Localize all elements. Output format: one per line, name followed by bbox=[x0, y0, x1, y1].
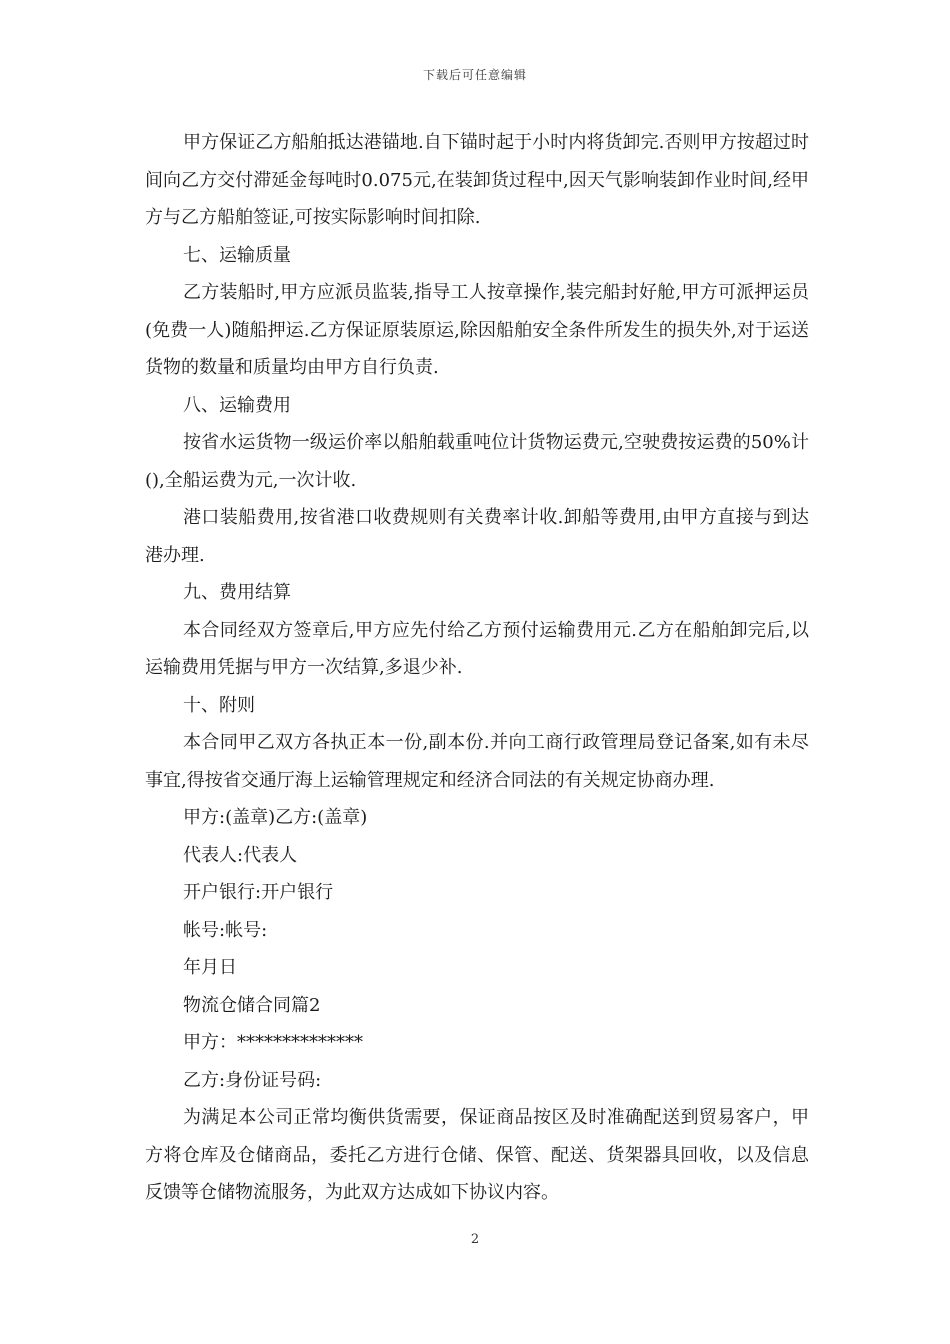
header-note: 下载后可任意编辑 bbox=[422, 68, 527, 82]
paragraph-transport-quality: 乙方装船时,甲方应派员监装,指导工人按章操作,装完船封好舱,甲方可派押运员(免费一人)随船押运.乙方保证原装原运,除因船舶安全条件所发生的损失外,对于运送货物的数量和质量均由甲方自行负责. bbox=[145, 282, 809, 378]
party-b-line: 乙方:身份证号码: bbox=[183, 1069, 322, 1091]
signature-line-banks: 开户银行:开户银行 bbox=[183, 882, 334, 903]
paragraph-supplementary: 本合同甲乙双方各执正本一份,副本份.并向工商行政管理局登记备案,如有未尽事宜,得按省交通厅海上运输管理规定和经济合同法的有关规定协商办理. bbox=[145, 732, 809, 791]
section-heading-settlement: 九、费用结算 bbox=[183, 582, 291, 603]
section-heading-supplementary: 十、附则 bbox=[183, 694, 255, 716]
paragraph-agreement-purpose: 为满足本公司正常均衡供货需要，保证商品按区及时准确配送到贸易客户，甲方将仓库及仓储商品，委托乙方进行仓储、保管、配送、货架器具回收，以及信息反馈等仓储物流服务，为此双方达成如下协议内容。 bbox=[145, 1107, 809, 1203]
signature-line-accounts: 帐号:帐号: bbox=[183, 919, 268, 941]
paragraph-port-fees: 港口装船费用,按省港口收费规则有关费率计收.卸船等费用,由甲方直接与到达港办理. bbox=[145, 507, 809, 566]
paragraph-unloading-terms: 甲方保证乙方船舶抵达港锚地.自下锚时起于小时内将货卸完.否则甲方按超过时间向乙方交付滞延金每吨时0.075元,在装卸货过程中,因天气影响装卸作业时间,经甲方与乙方船舶签证,可按实际影响时间扣除. bbox=[145, 132, 809, 228]
contract-title-2: 物流仓储合同篇2 bbox=[183, 994, 321, 1016]
page-number: 2 bbox=[470, 1232, 480, 1247]
paragraph-settlement: 本合同经双方签章后,甲方应先付给乙方预付运输费用元.乙方在船舶卸完后,以运输费用凭据与甲方一次结算,多退少补. bbox=[145, 619, 809, 678]
party-a-line: 甲方：************** bbox=[183, 1032, 363, 1053]
document-body bbox=[145, 124, 809, 1212]
signature-line-representatives: 代表人:代表人 bbox=[183, 844, 298, 866]
signature-line-seals: 甲方:(盖章)乙方:(盖章) bbox=[183, 807, 368, 828]
section-heading-transport-quality: 七、运输质量 bbox=[183, 244, 291, 266]
signature-line-date: 年月日 bbox=[183, 957, 237, 978]
paragraph-freight-rate: 按省水运货物一级运价率以船舶载重吨位计货物运费元,空驶费按运费的50%计(),全船运费为元,一次计收. bbox=[145, 432, 809, 491]
section-heading-transport-fees: 八、运输费用 bbox=[183, 394, 291, 416]
